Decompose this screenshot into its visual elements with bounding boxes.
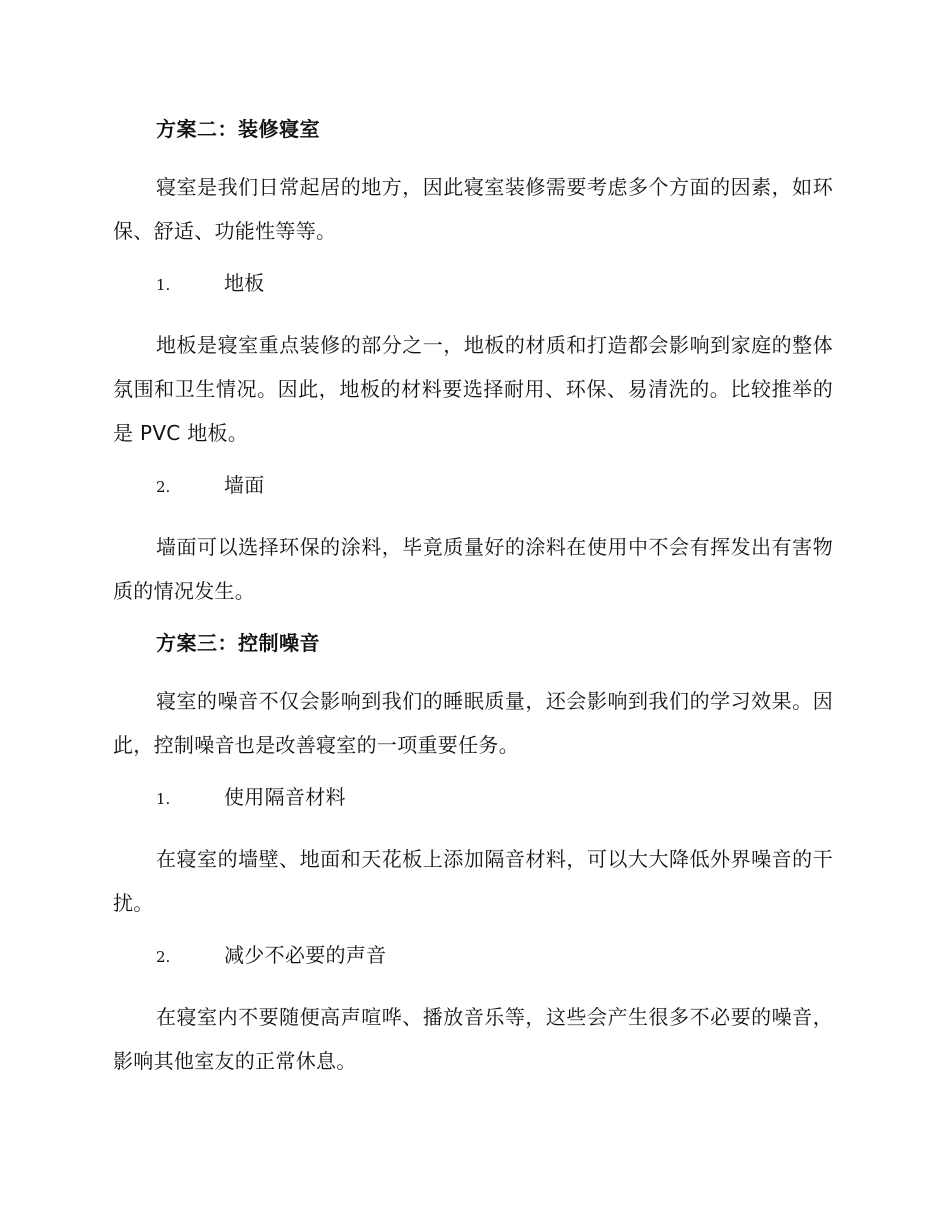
list-item-soundproof xyxy=(156,781,833,815)
list-item-floor xyxy=(156,267,833,301)
list-number: 2. xyxy=(156,478,171,496)
list-title: 使用隔音材料 xyxy=(224,785,346,809)
list-item-reduce-sound xyxy=(156,939,833,973)
list-title: 减少不必要的声音 xyxy=(224,943,387,967)
list-number: 2. xyxy=(156,948,171,966)
list-title: 墙面 xyxy=(224,473,265,497)
paragraph-wall: 墙面可以选择环保的涂料，毕竟质量好的涂料在使用中不会有挥发出有害物质的情况发生。 xyxy=(113,535,833,603)
section-intro-renovate-dorm: 寝室是我们日常起居的地方，因此寝室装修需要考虑多个方面的因素，如环保、舒适、功能性等等。 xyxy=(113,175,833,243)
list-number: 1. xyxy=(156,790,171,808)
paragraph-soundproof: 在寝室的墙壁、地面和天花板上添加隔音材料，可以大大降低外界噪音的干扰。 xyxy=(113,847,833,915)
list-title: 地板 xyxy=(224,271,265,295)
section-intro-control-noise: 寝室的噪音不仅会影响到我们的睡眠质量，还会影响到我们的学习效果。因此，控制噪音也是改善寝室的一项重要任务。 xyxy=(113,689,833,757)
section-heading-renovate-dorm: 方案二：装修寝室 xyxy=(156,117,320,141)
paragraph-reduce-sound: 在寝室内不要随便高声喧哗、播放音乐等，这些会产生很多不必要的噪音，影响其他室友的正常休息。 xyxy=(113,1005,833,1073)
list-number: 1. xyxy=(156,276,171,294)
section-heading-control-noise: 方案三：控制噪音 xyxy=(156,631,320,655)
list-item-wall xyxy=(156,469,833,503)
paragraph-floor: 地板是寝室重点装修的部分之一，地板的材质和打造都会影响到家庭的整体氛围和卫生情况。因此，地板的材料要选择耐用、环保、易清洗的。比较推举的是 PVC 地板。 xyxy=(113,333,833,445)
document-body xyxy=(113,113,833,1097)
